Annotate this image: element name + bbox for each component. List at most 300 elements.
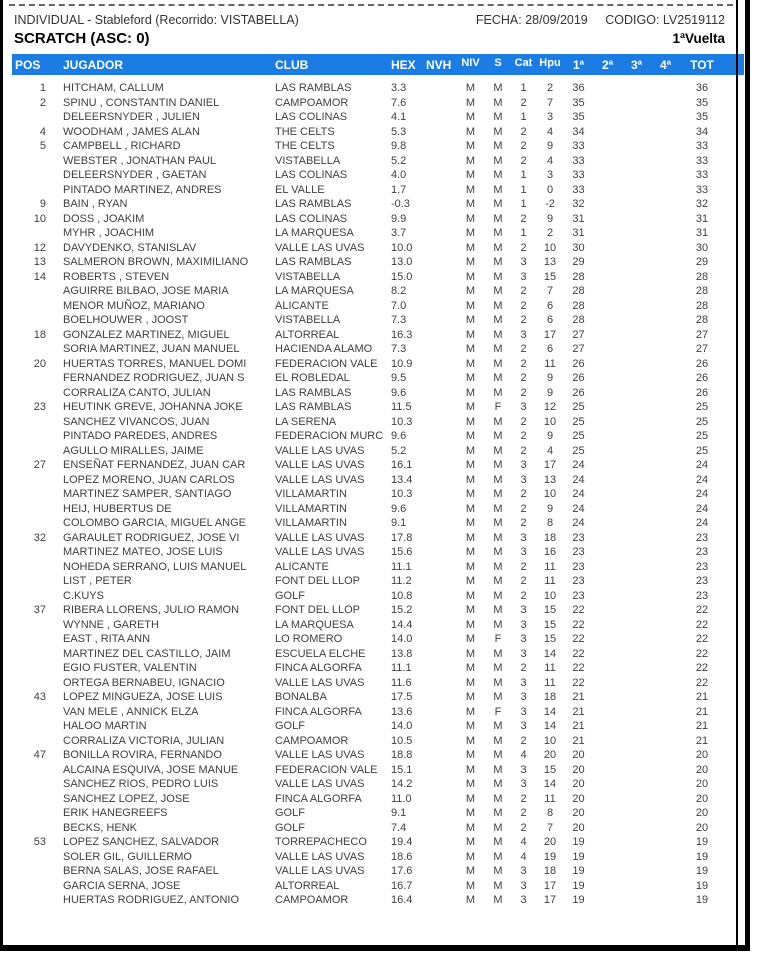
cell — [651, 574, 680, 589]
cell: 1 — [520, 111, 527, 123]
cell: M — [465, 314, 476, 326]
cell: MARTINEZ MATEO, JOSE LUIS — [63, 546, 223, 558]
cell — [426, 835, 456, 850]
cell: LOPEZ SANCHEZ, SALVADOR — [63, 836, 220, 848]
cell: 2 — [520, 285, 527, 297]
cell: LA MARQUESA — [275, 227, 354, 239]
cell: WOODHAM , JAMES ALAN — [63, 125, 200, 138]
cell — [593, 212, 622, 227]
cell — [426, 241, 456, 256]
table-row — [12, 516, 744, 531]
cell: M — [465, 865, 476, 877]
cell-filler — [724, 400, 744, 415]
cell: VISTABELLA — [275, 314, 341, 326]
cell: 24 — [695, 473, 709, 486]
cell: M — [465, 328, 476, 341]
cell: 11.1 — [391, 662, 412, 674]
cell — [651, 139, 680, 154]
table-row — [12, 850, 744, 865]
cell — [426, 734, 456, 749]
cell-filler — [724, 618, 744, 633]
cell — [593, 719, 622, 734]
cell: -0.3 — [391, 198, 410, 210]
cell — [12, 647, 55, 662]
cell: EGIO FUSTER, VALENTIN — [63, 662, 197, 674]
cell: BAIN , RYAN — [63, 198, 128, 210]
cell — [426, 357, 456, 372]
cell: FEDERACION VALE — [275, 357, 378, 370]
cell — [622, 270, 651, 285]
cell: MYHR , JOACHIM — [63, 227, 155, 239]
cell: M — [465, 372, 476, 384]
cell: 16.1 — [391, 459, 413, 471]
cell: 24 — [572, 502, 585, 515]
cell: 11 — [544, 357, 556, 370]
cell: M — [493, 241, 503, 254]
cell — [12, 705, 55, 720]
cell — [593, 487, 622, 502]
column-header: 2ª — [593, 54, 622, 75]
cell — [12, 429, 55, 444]
cell: SANCHEZ RIOS, PEDRO LUIS — [63, 778, 219, 790]
column-header: S — [485, 54, 511, 75]
cell: 11 — [544, 575, 556, 587]
cell: M — [465, 111, 476, 123]
cell: 33 — [695, 140, 709, 152]
cell — [12, 415, 55, 430]
cell — [622, 197, 651, 212]
cell — [426, 719, 456, 734]
cell-filler — [724, 806, 744, 821]
cell: 18 — [543, 531, 557, 544]
cell — [593, 618, 622, 633]
cell — [593, 516, 622, 531]
cell — [426, 284, 456, 299]
cell: M — [465, 691, 476, 703]
cell — [622, 864, 651, 879]
cell: VALLE LAS UVAS — [275, 778, 365, 790]
cell — [651, 763, 680, 778]
cell: 31 — [572, 227, 585, 239]
cell: M — [465, 589, 476, 602]
cell: HEIJ, HUBERTUS DE — [63, 502, 172, 515]
cell-filler — [724, 821, 744, 836]
cell: 21 — [572, 720, 585, 732]
cell: 22 — [572, 662, 585, 674]
cell — [426, 502, 456, 517]
cell: 3 — [520, 328, 527, 341]
cell — [593, 154, 622, 169]
cell — [593, 763, 622, 778]
cell-filler — [724, 444, 744, 459]
cell: 17.6 — [391, 865, 413, 877]
cell — [12, 473, 55, 488]
cell: TORREPACHECO — [275, 836, 367, 848]
cell: 13.8 — [391, 647, 413, 660]
cell — [12, 632, 55, 647]
cell: 14 — [33, 270, 46, 283]
cell — [12, 719, 55, 734]
column-header: Hpu — [536, 54, 564, 75]
cell-filler — [724, 75, 744, 96]
cell — [426, 850, 456, 865]
cell: 2 — [520, 488, 527, 500]
cell: 17.5 — [391, 691, 413, 703]
cell: 2 — [546, 82, 554, 94]
cell: 20 — [543, 749, 557, 761]
cell: 2 — [520, 589, 527, 602]
cell-filler — [724, 342, 744, 357]
cell: LAS RAMBLAS — [275, 386, 352, 399]
cell — [426, 748, 456, 763]
cell — [593, 110, 622, 125]
cell: 28 — [695, 299, 709, 312]
cell: M — [465, 531, 476, 544]
table-row — [12, 705, 744, 720]
cell — [426, 386, 456, 401]
cell — [622, 139, 651, 154]
table-row — [12, 661, 744, 676]
cell: 1 — [520, 169, 527, 181]
cell: 28 — [695, 314, 709, 326]
cell: C.KUYS — [63, 589, 104, 602]
cell: M — [465, 140, 476, 152]
cell — [593, 75, 622, 96]
cell — [593, 632, 622, 647]
cell — [651, 719, 680, 734]
cell: M — [465, 633, 476, 645]
cell — [426, 197, 456, 212]
cell — [426, 705, 456, 720]
cell: LAS COLINAS — [275, 212, 348, 225]
cell: 4 — [546, 154, 554, 167]
cell: 19 — [572, 894, 585, 906]
cell — [651, 226, 680, 241]
cell: 22 — [572, 647, 585, 660]
table-row — [12, 284, 744, 299]
cell: 33 — [695, 169, 709, 181]
cell: 2 — [520, 212, 527, 225]
cell: 10 — [543, 415, 557, 428]
table-row — [12, 458, 744, 473]
cell: M — [493, 604, 503, 616]
cell: M — [493, 865, 503, 877]
cell: 21 — [695, 734, 709, 747]
cell: 2 — [520, 140, 527, 152]
cell: 18.6 — [391, 850, 413, 863]
cell: BONILLA ROVIRA, FERNANDO — [63, 749, 222, 761]
cell — [593, 342, 622, 357]
cell — [593, 734, 622, 749]
cell — [593, 226, 622, 241]
cell — [12, 342, 55, 357]
cell: M — [465, 270, 476, 283]
cell: 2 — [520, 792, 527, 805]
cell-filler — [724, 603, 744, 618]
cell: LOPEZ MINGUEZA, JOSE LUIS — [63, 691, 223, 703]
cell: 16 — [543, 546, 557, 558]
cell — [651, 676, 680, 691]
cell: 13 — [543, 473, 557, 486]
cell — [593, 531, 622, 546]
cell: 31 — [572, 212, 585, 225]
cell: M — [493, 647, 503, 660]
cell: 3 — [520, 778, 527, 790]
cell — [12, 516, 55, 531]
cell: 20 — [572, 821, 585, 834]
table-row — [12, 763, 744, 778]
cell: 31 — [695, 212, 709, 225]
cell: THE CELTS — [275, 140, 335, 152]
cell — [622, 647, 651, 662]
cell: 7.0 — [391, 299, 407, 312]
cell — [622, 342, 651, 357]
cell: M — [493, 894, 503, 906]
cell — [651, 589, 680, 604]
cell — [593, 589, 622, 604]
cell-filler — [724, 429, 744, 444]
table-row — [12, 357, 744, 372]
cell: 3 — [520, 647, 527, 660]
cell: M — [465, 169, 476, 181]
cell: 14 — [543, 778, 557, 790]
cell — [651, 748, 680, 763]
cell — [593, 893, 622, 908]
cell — [12, 226, 55, 241]
cell: 24 — [572, 517, 585, 529]
cell: 10.3 — [391, 488, 413, 500]
cell: M — [465, 850, 476, 863]
cell — [426, 763, 456, 778]
cell — [426, 429, 456, 444]
codigo-label: CODIGO: LV2519112 — [605, 13, 725, 27]
cell-filler — [724, 589, 744, 604]
cell: 4.1 — [391, 111, 407, 123]
cell-filler — [724, 531, 744, 546]
cell: 7.3 — [391, 314, 407, 326]
cell-filler — [724, 560, 744, 575]
table-row — [12, 777, 744, 792]
cell-filler — [724, 661, 744, 676]
cell: 2 — [520, 357, 527, 370]
cell: M — [465, 183, 476, 196]
cell: 27 — [572, 343, 585, 355]
cell: 35 — [695, 96, 709, 109]
table-row — [12, 806, 744, 821]
cell: 20 — [695, 763, 709, 776]
cell: 21 — [572, 705, 585, 718]
cell: 2 — [39, 96, 46, 109]
cell: CAMPBELL , RICHARD — [63, 140, 181, 152]
cell — [622, 313, 651, 328]
cell: 1.7 — [391, 183, 407, 196]
cell: 0 — [546, 183, 554, 196]
cell — [12, 110, 55, 125]
cell — [593, 560, 622, 575]
cell: 7.3 — [391, 343, 407, 355]
cell-filler — [724, 125, 744, 140]
column-header: Cat — [511, 54, 536, 75]
cell: 28 — [572, 285, 585, 297]
cell: 3 — [520, 720, 527, 732]
table-row — [12, 690, 744, 705]
cell: 22 — [695, 618, 709, 631]
cell — [426, 821, 456, 836]
cell — [622, 748, 651, 763]
cell: 2 — [520, 560, 527, 573]
cell — [593, 357, 622, 372]
cell: M — [493, 256, 503, 268]
cell-filler — [724, 734, 744, 749]
cell: SORIA MARTINEZ, JUAN MANUEL — [63, 343, 240, 355]
table-row — [12, 110, 744, 125]
cell — [651, 328, 680, 343]
cell — [593, 705, 622, 720]
cell — [12, 806, 55, 821]
cell: 5.3 — [391, 125, 407, 138]
cell: 23 — [572, 560, 585, 573]
cell: 35 — [695, 111, 709, 123]
cell — [622, 415, 651, 430]
cell: 22 — [572, 633, 585, 645]
cell: 22 — [572, 676, 585, 689]
cell: GOLF — [275, 720, 305, 732]
cell — [622, 531, 651, 546]
cell: 1 — [520, 82, 527, 94]
cell — [12, 502, 55, 517]
cell: M — [493, 357, 503, 370]
cell: 24 — [572, 473, 585, 486]
cell: 10.9 — [391, 357, 413, 370]
cell: 6 — [546, 343, 554, 355]
cell — [651, 168, 680, 183]
cell: 19 — [695, 836, 709, 848]
cell: M — [493, 589, 503, 602]
cell: M — [465, 618, 476, 631]
cell: 13.4 — [391, 473, 413, 486]
cell — [651, 531, 680, 546]
cell: PINTADO MARTINEZ, ANDRES — [63, 183, 222, 196]
cell — [12, 560, 55, 575]
cell — [12, 168, 55, 183]
cell — [651, 400, 680, 415]
cell: 2 — [520, 734, 527, 747]
cell: 35 — [572, 111, 585, 123]
cell: 32 — [33, 531, 46, 544]
cell — [12, 777, 55, 792]
cell: 8 — [546, 517, 554, 529]
cell: 3 — [520, 676, 527, 689]
cell — [426, 647, 456, 662]
cell: 11 — [544, 662, 556, 674]
cell: F — [494, 705, 502, 718]
cell: M — [493, 749, 503, 761]
table-row — [12, 299, 744, 314]
cell: VALLE LAS UVAS — [275, 850, 365, 863]
cell — [426, 792, 456, 807]
cell: CAMPOAMOR — [275, 96, 349, 109]
cell: 13.6 — [391, 705, 413, 718]
table-row — [12, 574, 744, 589]
cell: 10 — [543, 488, 557, 500]
cell-filler — [724, 299, 744, 314]
cell — [622, 719, 651, 734]
cell — [651, 516, 680, 531]
cell — [593, 647, 622, 662]
cell — [12, 299, 55, 314]
cell — [12, 574, 55, 589]
cell: 3 — [520, 459, 527, 471]
cell: M — [465, 343, 476, 355]
cell: 3 — [520, 473, 527, 486]
cell: 37 — [33, 604, 46, 616]
cell — [593, 603, 622, 618]
cell-filler — [724, 328, 744, 343]
cell: DOSS , JOAKIM — [63, 212, 145, 225]
cell: 22 — [572, 604, 585, 616]
cell: 33 — [695, 154, 709, 167]
cell: 22 — [695, 604, 709, 616]
cell: 10 — [543, 241, 557, 254]
cell: 15.0 — [391, 270, 413, 283]
cell: M — [465, 517, 476, 529]
cell — [651, 806, 680, 821]
cell: 24 — [572, 459, 585, 471]
column-header: 3ª — [622, 54, 651, 75]
cell: 5.2 — [391, 154, 407, 167]
cell — [593, 879, 622, 894]
cell: LAS RAMBLAS — [275, 82, 352, 94]
cell: 6 — [546, 314, 554, 326]
cell — [593, 850, 622, 865]
cell — [622, 110, 651, 125]
cell — [426, 212, 456, 227]
cell-filler — [724, 879, 744, 894]
cell: 31 — [695, 227, 709, 239]
cell-filler — [724, 371, 744, 386]
cell: M — [465, 401, 476, 413]
column-header: POS — [12, 54, 55, 75]
cell — [426, 154, 456, 169]
cell: 7 — [546, 285, 554, 297]
cell: VALLE LAS UVAS — [275, 749, 365, 761]
cell: 2 — [520, 386, 527, 399]
cell: 20 — [33, 357, 46, 370]
cell: M — [493, 734, 503, 747]
cell: -2 — [545, 198, 555, 210]
cell — [651, 734, 680, 749]
cell: 13 — [33, 256, 46, 268]
column-header: NIV — [456, 54, 485, 75]
cell — [651, 371, 680, 386]
cell: LAS COLINAS — [275, 111, 348, 123]
cell — [622, 632, 651, 647]
cell: MENOR MUÑOZ, MARIANO — [63, 299, 205, 312]
cell: 9 — [546, 502, 554, 515]
window-right-edge — [745, 0, 750, 951]
cell: 25 — [572, 401, 585, 413]
cell — [426, 400, 456, 415]
cell: 9 — [546, 430, 554, 442]
cell: 14.2 — [391, 778, 413, 790]
cell: 9.6 — [391, 502, 407, 515]
cell: MARTINEZ DEL CASTILLO, JAIM — [63, 647, 231, 660]
cell — [593, 139, 622, 154]
cell: 7 — [546, 96, 554, 109]
cell: CORRALIZA VICTORIA, JULIAN — [63, 734, 225, 747]
cell: 10.3 — [391, 415, 413, 428]
cell-filler — [724, 516, 744, 531]
